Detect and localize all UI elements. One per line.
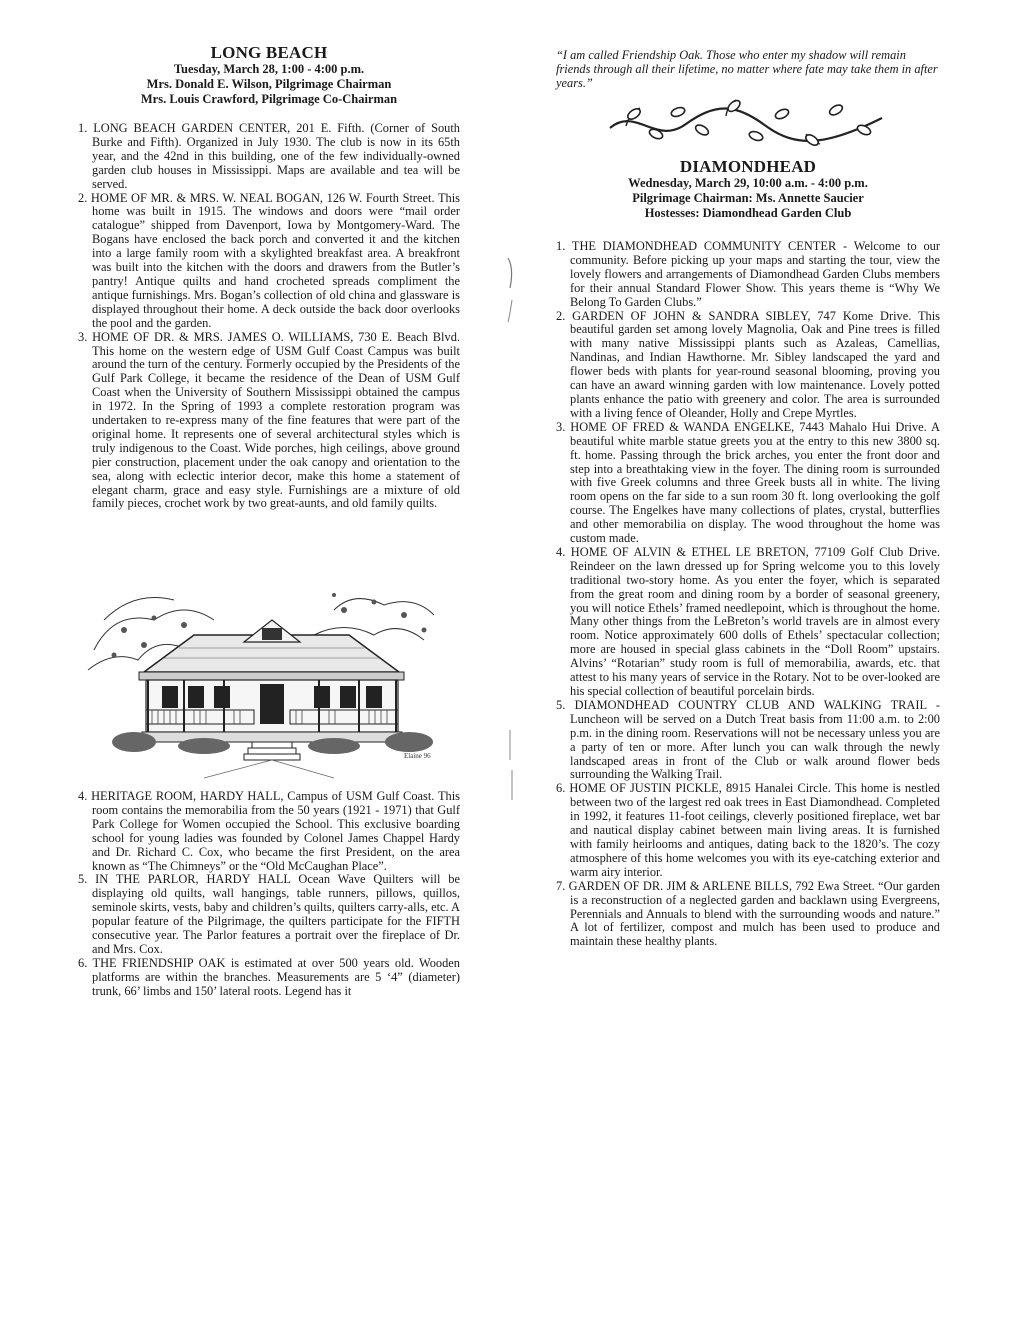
left-column [78,0,460,511]
left-column-lower [78,790,460,999]
list-item: 4. HOME OF ALVIN & ETHEL LE BRETON, 77109 Golf Club Drive. Reindeer on the lawn dressed up for Spring welcome you to this lovely traditional two-story home. As you enter the foyer, which is separated from the great room and dining room by a border of seasonal greenery, you will notice Ethels’ framed needlepoint, which is throughout the home. Many other things from the LeBreton’s world travels are in almost every room. Notice approximately 600 dolls of Ethels’ spectacular collection; more are housed in special glass cabinets in the “Doll Room” upstairs. Alvins’ “Rotarian” study room is full of memorabilia, awards, etc. that attest to his many years of service in the Rotary. Not to be over-looked are his special collection of beautiful porcelain birds. [556,544,940,698]
list-item: 5. DIAMONDHEAD COUNTRY CLUB AND WALKING TRAIL - Luncheon will be served on a Dutch Treat basis from 11:00 a.m. to 2:00 p.m. in the dining room. Reservations will not be necessary unless you are a party of ten or more. After lunch you can walk through the newly landscaped areas in front of the Club or walk around flower beds surrounding the Walking Trail. [556,697,940,782]
right-column [556,0,940,90]
long-beach-date: Tuesday, March 28, 1:00 - 4:00 p.m. [173,62,365,76]
diamondhead-hostesses: Hostesses: Diamondhead Garden Club [644,206,852,220]
diamondhead-list [556,240,940,949]
list-item: 3. HOME OF FRED & WANDA ENGELKE, 7443 Mahalo Hui Drive. A beautiful white marble statue greets you at the entry to this new 3800 sq. ft. home. Passing through the brick arches, you enter the front door and step into a breathtaking view in the foyer. The dining room is surrounded with five Greek columns and three Greek busts all in white. The living room opens on the far side to a sun room 30 ft. long overlooking the golf course. The Engelkes have many collections of plates, crystal, butterflies and other memorabilia on display. The wood throughout the home was custom made. [556,419,940,546]
long-beach-title: LONG BEACH [210,43,328,62]
long-beach-header [78,44,460,107]
house-sketch-illustration [84,580,458,780]
right-column-main [556,158,940,949]
list-item: 2. GARDEN OF JOHN & SANDRA SIBLEY, 747 Kome Drive. This beautiful garden set among lovely Magnolia, Oak and Pine trees is filled with many native Mississippi plants such as Azaleas, Camellias, Nandinas, and Indian Hawthorne. Mr. Sibley landscaped the yard and flower beds with plants for year-round seasonal blooming, proving you can have an award winning garden with low maintenance. Lovely potted plants enhance the patio with greenery and color. The area is surrounded with a living fence of Oleander, Holly and Crepe Myrtles. [556,308,940,420]
margin-marks [490,250,530,830]
list-item: 6. HOME OF JUSTIN PICKLE, 8915 Hanalei Circle. This home is nestled between two of the largest red oak trees in East Diamondhead. Completed in 1992, it features 11-foot ceilings, cleverly positioned fireplace, wet bar and nautical display cabinet between main living areas. It is furnished with family heirlooms and antiques, dating back to the 1820’s. The cozy atmosphere of this home welcomes you with its eye-catching exterior and warm airy interior. [556,781,940,879]
vine-ornament [606,96,886,148]
diamondhead-title: DIAMONDHEAD [679,157,817,176]
list-item: 6. THE FRIENDSHIP OAK is estimated at over 500 years old. Wooden platforms are within the branches. Measurements are 5 ‘4” (diameter) trunk, 66’ limbs and 150’ lateral roots. Legend has it [78,955,460,998]
list-item: 1. LONG BEACH GARDEN CENTER, 201 E. Fifth. (Corner of South Burke and Fifth). Organized in July 1930. The club is now in its 65th year, and the 42nd in this building, one of the few individually-owned garden club houses in Mississippi. Maps are available and tea will be served. [78,121,460,191]
diamondhead-header [556,158,940,221]
list-item: 3. HOME OF DR. & MRS. JAMES O. WILLIAMS, 730 E. Beach Blvd. This home on the western edge of USM Gulf Coast Campus was built around the turn of the century. Formerly occupied by the Presidents of the Gulf Park College, it became the residence of the Dean of USM Gulf Coast when the University of Southern Mississippi obtained the campus in 1972. In the Spring of 1993 a complete restoration program was undertaken to re-express many of the fine features that were part of the original home. It represents one of several architectural styles which is truly indigenous to the Coast. Wide porches, high ceilings, above ground pier construction, placement under the oak canopy and orientation to the sea, along with eclectic interior decor, make this home a statement of elegant charm, grace and easy style. Furnishings are a mixture of old family pieces, crochet work by two great-aunts, and old family quilts. [78,329,460,511]
friendship-oak-quote: “I am called Friendship Oak. Those who enter my shadow will remain friends through all their lifetime, no matter where fate may take them in after years.” [556,48,938,90]
list-item: 2. HOME OF MR. & MRS. W. NEAL BOGAN, 126 W. Fourth Street. This home was built in 1915. The windows and doors were “mail order catalogue” shipped from Davenport, Iowa by Montgomery-Ward. The Bogans have enclosed the back porch and converted it and the kitchen into a large family room with a skylighted breakfast area. A breakfront was built into the kitchen with the doors and drawers from the Butler’s pantry! Antique quilts and hand crocheted spreads compliment the antique furnishings. Mrs. Bogan’s collection of old china and glassware is displayed throughout their home. A deck outside the back door overlooks the pool and the garden. [78,190,460,330]
sketch-signature: Elaine 96 [404,752,431,760]
list-item: 5. IN THE PARLOR, HARDY HALL Ocean Wave Quilters will be displaying old quilts, wall hangings, table runners, pillows, quillos, seminole skirts, vests, baby and children’s quilts, quilters carry-alls, etc. A popular feature of the Pilgrimage, the quilters participate for the FIFTH consecutive year. The Parlor features a portrait over the fireplace of Dr. and Mrs. Cox. [78,872,460,956]
list-item: 4. HERITAGE ROOM, HARDY HALL, Campus of USM Gulf Coast. This room contains the memorabilia from the 50 years (1921 - 1971) that Gulf Park College for Women occupied the School. This exclusive boarding school for young ladies was founded by Colonel James Chappel Hardy and Dr. Richard C. Cox, who became the first President, on the area known as “The Chimneys” or the “Old McCaughan Place”. [78,789,460,873]
diamondhead-date: Wednesday, March 29, 10:00 a.m. - 4:00 p.m. [628,176,868,190]
list-item: 7. GARDEN OF DR. JIM & ARLENE BILLS, 792 Ewa Street. “Our garden is a reconstruction of a neglected garden and backlawn using Evergreens, Perennials and Annuals to blend with the surrounding woods and nature.” A lot of fertilizer, compost and mulch has been used to produce and maintain these healthy plants. [556,878,940,949]
diamondhead-chair: Pilgrimage Chairman: Ms. Annette Saucier [632,191,864,205]
long-beach-chair: Mrs. Donald E. Wilson, Pilgrimage Chairman [146,77,392,91]
long-beach-list [78,122,460,511]
list-item: 1. THE DIAMONDHEAD COMMUNITY CENTER - Welcome to our community. Before picking up your maps and starting the tour, view the lovely flowers and arrangements of Diamondhead Garden Clubs members for their annual Standard Flower Show. This years theme is “Why We Belong To Garden Clubs.” [556,239,940,309]
long-beach-cochair: Mrs. Louis Crawford, Pilgrimage Co-Chairman [140,92,398,106]
